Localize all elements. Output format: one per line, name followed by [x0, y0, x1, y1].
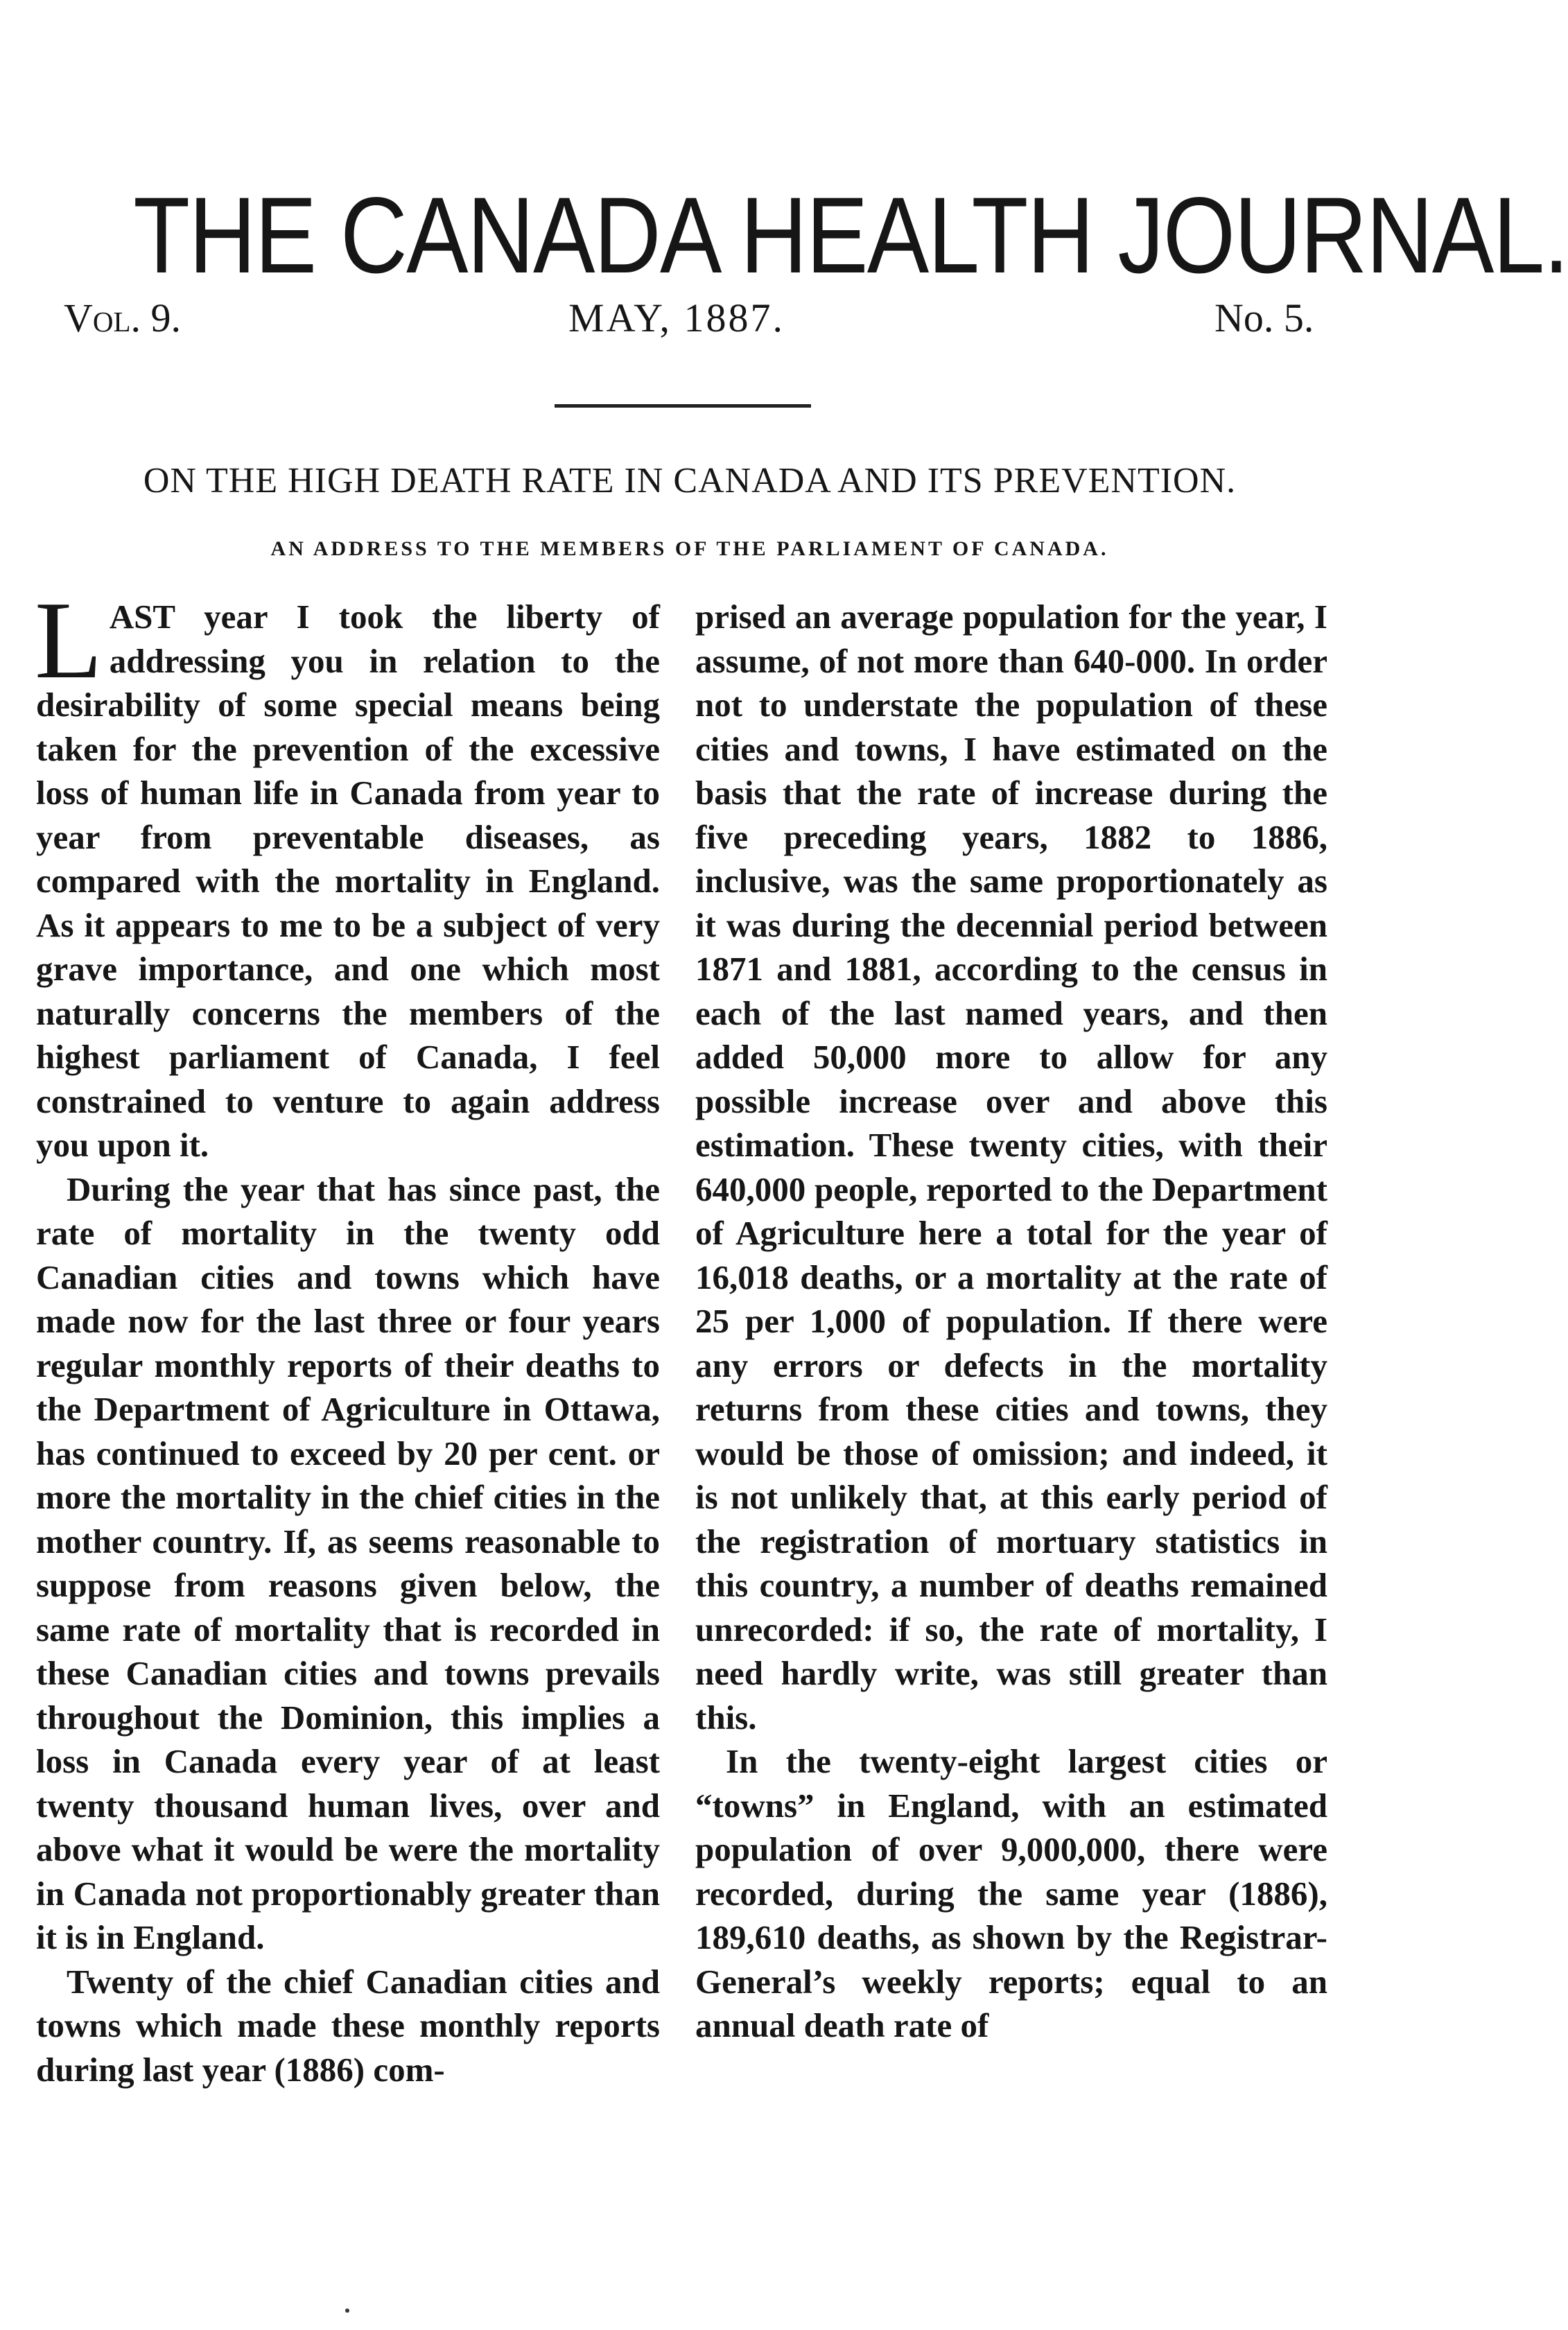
issue-date: MAY, 1887. [568, 295, 785, 340]
issue-number: No. 5. [1214, 295, 1314, 340]
paragraph: During the year that has since past, the rate of mortality in the twenty odd Canadian cities and towns which have made now for the last three or four years regular monthly reports of their deaths to the Department of Agriculture in Ottawa, has continued to exceed by 20 per cent. or more the mortality in the chief cities in the mother country. If, as seems reasonable to suppose from reasons given below, the same rate of mortality that is recorded in these Canadian cities and towns prevails throughout the Dominion, this implies a loss in Canada every year of at least twenty thousand human lives, over and above what it would be were the mortality in Canada not proportionably greater than it is in England. [36, 1170, 660, 1956]
article-subheadline: AN ADDRESS TO THE MEMBERS OF THE PARLIAMENT OF CANADA. [270, 537, 1109, 560]
paragraph: Twenty of the chief Canadian cities and towns which made these monthly reports during last year (1886) com- [36, 1962, 660, 2089]
journal-title: THE CANADA HEALTH JOURNAL. [133, 175, 1568, 296]
paragraph: In the twenty-eight largest cities or “towns” in England, with an estimated population of over 9,000,000, there were recorded, during the same year (1886), 189,610 deaths, as shown by the Registrar-General’s weekly reports; equal to an annual death rate of [695, 1742, 1327, 2044]
paragraph: prised an average population for the year, I assume, of not more than 640-000. In order not to understate the population of these cities and towns, I have estimated on the basis that the rate of increase during the five preceding years, 1882 to 1886, inclusive, was the same proportionately as it was during the decennial period between 1871 and 1881, according to the census in each of the last named years, and then added 50,000 more to allow for any possible increase over and above this estimation. These twenty cities, with their 640,000 people, reported to the Department of Agriculture here a total for the year of 16,018 deaths, or a mortality at the rate of 25 per 1,000 of population. If there were any errors or defects in the mortality returns from these cities and towns, they would be those of omission; and indeed, it is not unlikely that, at this early period of the registration of mortuary statistics in this country, a number of deaths remained unrecorded: if so, the rate of mortality, I need hardly write, was still greater than this. [695, 598, 1327, 1737]
drop-cap: L [35, 578, 103, 702]
left-column [35, 578, 660, 2092]
print-speck [345, 2309, 349, 2313]
paragraph-text: AST year I took the liberty of addressing you in relation to the desirability of some special means being taken for the prevention of the excessive loss of human life in Canada from year to year from preventable diseases, as compared with the mortality in England. As it appears to me to be a subject of very grave importance, and one which most naturally concerns the members of the highest parliament of Canada, I feel constrained to venture to again address you upon it. [36, 598, 660, 1164]
article-headline: ON THE HIGH DEATH RATE IN CANADA AND ITS PREVENTION. [143, 461, 1237, 501]
volume-number: Vol. 9. [64, 295, 182, 340]
title-divider [555, 404, 811, 408]
right-column [695, 595, 1327, 2048]
paragraph [35, 578, 660, 1167]
